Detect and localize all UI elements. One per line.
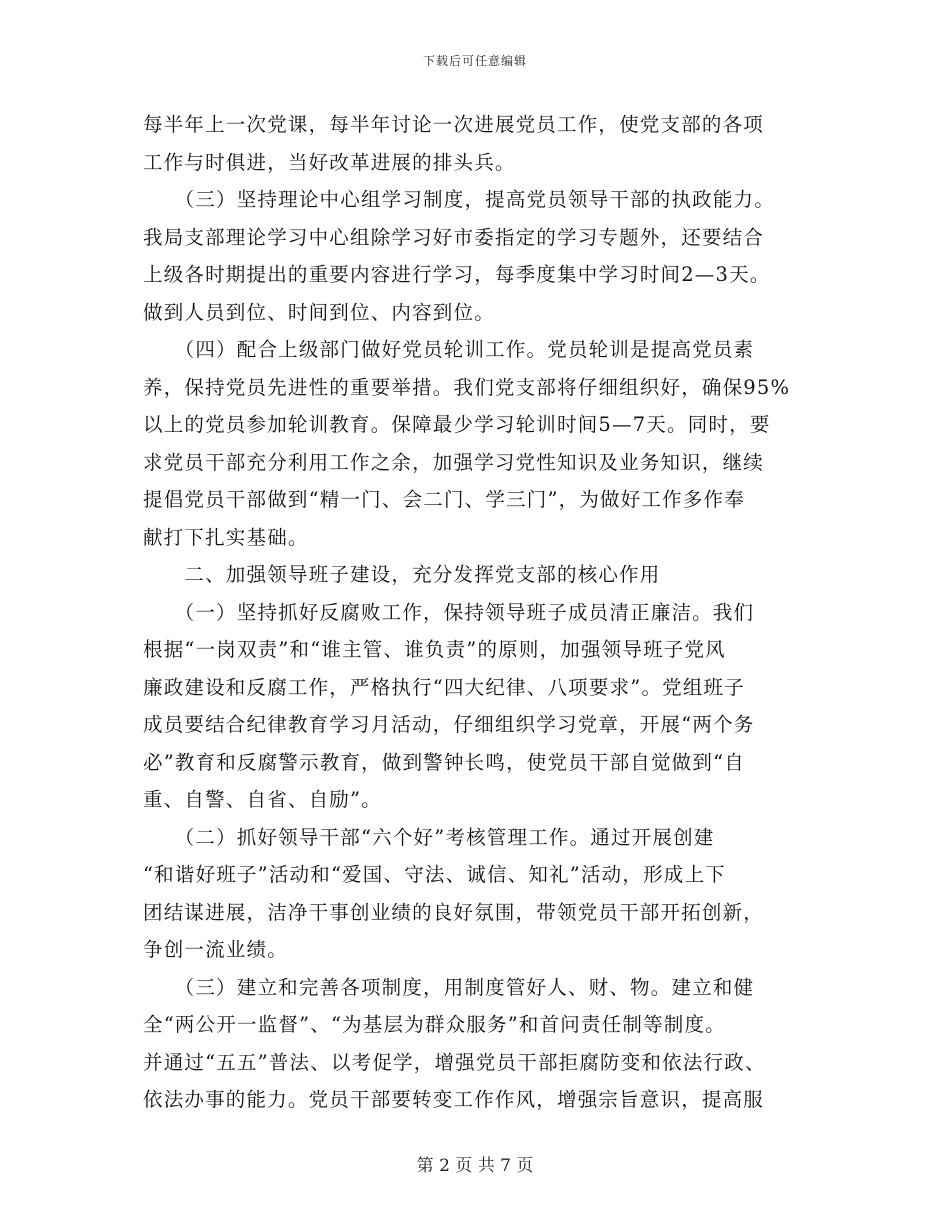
text-line: 团结谋进展，洁净干事创业绩的良好氛围，带领党员干部开拓创新， — [143, 900, 765, 924]
text-line: 养，保持党员先进性的重要举措。我们党支部将仔细组织好，确保95% — [143, 375, 791, 399]
document-body — [143, 106, 808, 1119]
text-line: 必”教育和反腐警示教育，做到警钟长鸣，使党员干部自觉做到“自 — [143, 750, 745, 774]
text-line: 全“两公开一监督”、“为基层为群众服务”和首问责任制等制度。 — [143, 1013, 726, 1036]
text-line: 成员要结合纪律教育学习月活动，仔细组织学习党章，开展“两个务 — [143, 713, 755, 736]
text-line: 每半年上一次党课，每半年讨论一次进展党员工作，使党支部的各项 — [143, 113, 765, 136]
text-line: 献打下扎实基础。 — [143, 525, 309, 549]
text-line: 重、自警、自省、自励”。 — [143, 788, 382, 811]
page-footer: 第 2 页 共 7 页 — [416, 1156, 534, 1176]
text-line: 争创一流业绩。 — [143, 938, 288, 961]
page-header: 下载后可任意编辑 — [422, 54, 527, 68]
text-line: （三）坚持理论中心组学习制度，提高党员领导干部的执政能力。 — [143, 188, 775, 211]
text-line: （四）配合上级部门做好党员轮训工作。党员轮训是提高党员素 — [143, 338, 755, 361]
text-line: 我局支部理论学习中心组除学习好市委指定的学习专题外，还要结合 — [143, 225, 765, 249]
text-line: 以上的党员参加轮训教育。保障最少学习轮训时间5—7天。同时，要 — [143, 413, 771, 436]
text-line: （三）建立和完善各项制度，用制度管好人、财、物。建立和健 — [143, 975, 755, 999]
text-line: 上级各时期提出的重要内容进行学习，每季度集中学习时间2—3天。 — [143, 263, 771, 286]
text-line: 二、加强领导班子建设，充分发挥党支部的核心作用 — [143, 563, 661, 586]
text-line: 求党员干部充分利用工作之余，加强学习党性知识及业务知识，继续 — [143, 450, 765, 474]
text-line: （一）坚持抓好反腐败工作，保持领导班子成员清正廉洁。我们 — [143, 600, 755, 624]
text-line: 依法办事的能力。党员干部要转变工作作风，增强宗旨意识，提高服 — [143, 1088, 765, 1111]
text-line: 并通过“五五”普法、以考促学，增强党员干部拒腐防变和依法行政、 — [143, 1050, 766, 1074]
text-line: 提倡党员干部做到“精一门、会二门、学三门”，为做好工作多作奉 — [143, 488, 745, 511]
text-line: 工作与时俱进，当好改革进展的排头兵。 — [143, 150, 516, 174]
text-line: 廉政建设和反腐工作，严格执行“四大纪律、八项要求”。党组班子 — [143, 675, 745, 699]
text-line: （二）抓好领导干部“六个好”考核管理工作。通过开展创建 — [143, 825, 715, 849]
text-line: “和谐好班子”活动和“爱国、守法、诚信、知礼”活动，形成上下 — [143, 863, 726, 886]
text-line: 根据“一岗双责”和“谁主管、谁负责”的原则，加强领导班子党风 — [143, 638, 726, 661]
text-line: 做到人员到位、时间到位、内容到位。 — [143, 300, 495, 324]
